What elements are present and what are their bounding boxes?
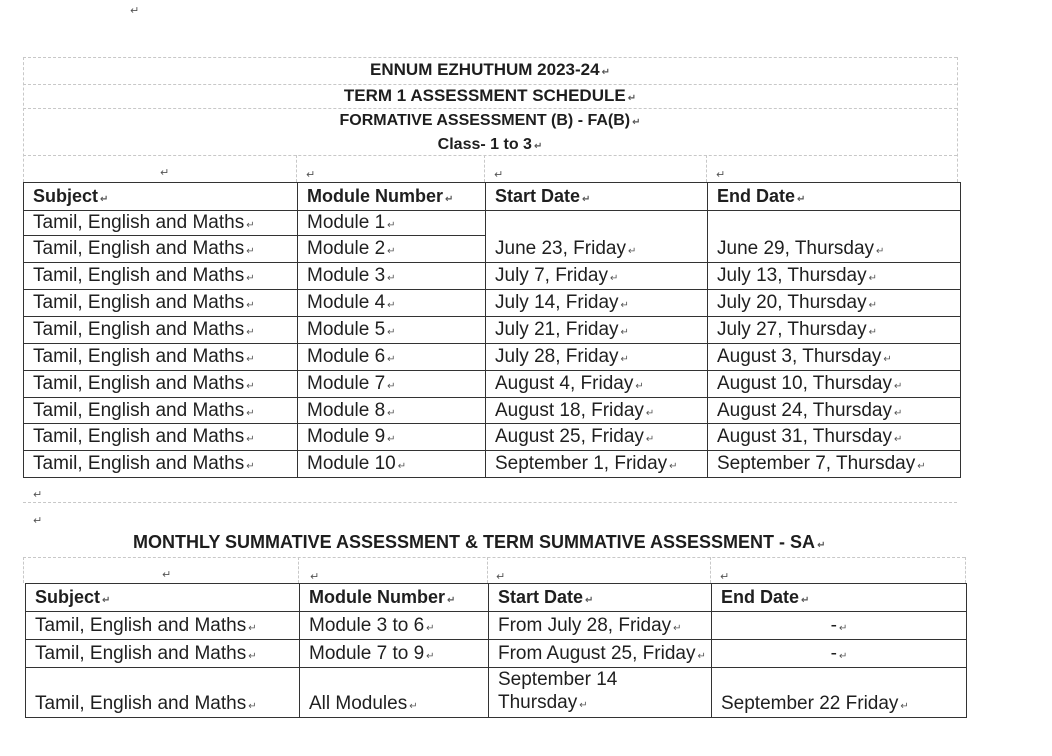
cell-subject: Tamil, English and Maths ↵ <box>24 236 298 263</box>
cell-start: July 7, Friday ↵ <box>486 263 708 290</box>
column-header-module: Module Number ↵ <box>298 183 486 211</box>
cell-end: August 10, Thursday ↵ <box>708 371 961 398</box>
start-line-2: Thursday ↵ <box>498 692 588 713</box>
cell-module: Module 8 ↵ <box>298 398 486 424</box>
table-header-row <box>24 183 961 211</box>
cell-start: From August 25, Friday ↵ <box>489 640 712 668</box>
column-header-subject: Subject ↵ <box>24 183 298 211</box>
guide-line <box>484 155 485 182</box>
guide-line <box>957 57 958 182</box>
paragraph-mark: ↵ <box>310 570 320 583</box>
header-line-2: TERM 1 ASSESSMENT SCHEDULE ↵ <box>343 86 637 105</box>
cell-module: Module 10 ↵ <box>298 451 486 478</box>
cell-module: Module 3 ↵ <box>298 263 486 290</box>
cell-end: July 20, Thursday ↵ <box>708 290 961 317</box>
header-line-3: FORMATIVE ASSESSMENT (B) - FA(B) ↵ <box>339 112 641 129</box>
cell-end: September 22 Friday ↵ <box>712 668 967 718</box>
table-row <box>26 640 967 668</box>
start-line-1: September 14 <box>498 669 618 690</box>
cell-end: July 27, Thursday ↵ <box>708 317 961 344</box>
cell-subject: Tamil, English and Maths ↵ <box>24 398 298 424</box>
paragraph-mark: ↵ <box>130 4 140 17</box>
column-header-end: End Date ↵ <box>708 183 961 211</box>
cell-start: From July 28, Friday ↵ <box>489 612 712 640</box>
cell-module: Module 5 ↵ <box>298 317 486 344</box>
cell-start: August 25, Friday ↵ <box>486 424 708 451</box>
table-row <box>24 290 961 317</box>
guide-line <box>23 557 24 583</box>
document-header <box>23 58 957 158</box>
table-row <box>24 344 961 371</box>
cell-subject: Tamil, English and Maths ↵ <box>24 317 298 344</box>
cell-subject: Tamil, English and Maths ↵ <box>24 451 298 478</box>
fa-schedule-table <box>23 182 961 478</box>
cell-start: June 23, Friday ↵ <box>486 236 708 263</box>
table-row <box>24 263 961 290</box>
cell-end: - ↵ <box>712 640 967 668</box>
table-row <box>24 371 961 398</box>
column-header-subject: Subject ↵ <box>26 584 300 612</box>
cell-end: August 31, Thursday ↵ <box>708 424 961 451</box>
cell-end: August 24, Thursday ↵ <box>708 398 961 424</box>
table-row <box>26 612 967 640</box>
cell-start: September 1, Friday ↵ <box>486 451 708 478</box>
guide-line <box>965 557 966 583</box>
cell-module: Module 4 ↵ <box>298 290 486 317</box>
column-header-start: Start Date ↵ <box>489 584 712 612</box>
cell-subject: Tamil, English and Maths ↵ <box>26 668 300 718</box>
guide-line <box>23 557 965 558</box>
cell-subject: Tamil, English and Maths ↵ <box>24 424 298 451</box>
guide-line <box>706 155 707 182</box>
table-row <box>24 398 961 424</box>
paragraph-mark: ↵ <box>720 570 730 583</box>
cell-end: June 29, Thursday ↵ <box>708 236 961 263</box>
cell-subject: Tamil, English and Maths ↵ <box>24 371 298 398</box>
cell-end: August 3, Thursday ↵ <box>708 344 961 371</box>
cell-subject: Tamil, English and Maths ↵ <box>24 290 298 317</box>
cell-module: Module 6 ↵ <box>298 344 486 371</box>
paragraph-mark: ↵ <box>33 514 43 527</box>
cell-module: Module 7 ↵ <box>298 371 486 398</box>
cell-subject: Tamil, English and Maths ↵ <box>24 263 298 290</box>
header-line-1: ENNUM EZHUTHUM 2023-24 ↵ <box>370 60 610 79</box>
column-header-module: Module Number ↵ <box>300 584 489 612</box>
cell-start: August 18, Friday ↵ <box>486 398 708 424</box>
table-header-row <box>26 584 967 612</box>
table-row <box>24 211 961 236</box>
cell-subject: Tamil, English and Maths ↵ <box>26 640 300 668</box>
cell-module: Module 7 to 9 ↵ <box>300 640 489 668</box>
guide-line <box>487 557 488 583</box>
cell-subject: Tamil, English and Maths ↵ <box>26 612 300 640</box>
cell-module: Module 9 ↵ <box>298 424 486 451</box>
paragraph-mark: ↵ <box>306 168 316 181</box>
guide-line <box>23 502 957 503</box>
cell-subject: Tamil, English and Maths ↵ <box>24 344 298 371</box>
table-row <box>24 236 961 263</box>
cell-module: Module 2 ↵ <box>298 236 486 263</box>
guide-line <box>710 557 711 583</box>
column-header-start: Start Date ↵ <box>486 183 708 211</box>
header-line-4: Class- 1 to 3 ↵ <box>437 136 543 153</box>
cell-end: - ↵ <box>712 612 967 640</box>
cell-end: July 13, Thursday ↵ <box>708 263 961 290</box>
cell-subject: Tamil, English and Maths ↵ <box>24 211 298 236</box>
paragraph-mark: ↵ <box>33 488 43 501</box>
table-row <box>26 668 967 718</box>
table-row <box>24 451 961 478</box>
cell-start: July 28, Friday ↵ <box>486 344 708 371</box>
cell-start <box>489 668 712 718</box>
cell-module: All Modules ↵ <box>300 668 489 718</box>
paragraph-mark: ↵ <box>494 168 504 181</box>
guide-line <box>298 557 299 583</box>
paragraph-mark: ↵ <box>716 168 726 181</box>
paragraph-mark: ↵ <box>496 570 506 583</box>
cell-module: Module 3 to 6 ↵ <box>300 612 489 640</box>
cell-start: July 21, Friday ↵ <box>486 317 708 344</box>
cell-start: July 14, Friday ↵ <box>486 290 708 317</box>
guide-line <box>296 155 297 182</box>
sa-section-title: MONTHLY SUMMATIVE ASSESSMENT & TERM SUMMATIVE ASSESSMENT - SA ↵ <box>133 532 826 552</box>
cell-start-empty <box>486 211 708 236</box>
column-header-end: End Date ↵ <box>712 584 967 612</box>
cell-end-empty <box>708 211 961 236</box>
cell-end: September 7, Thursday ↵ <box>708 451 961 478</box>
paragraph-mark: ↵ <box>160 166 170 179</box>
table-row <box>24 424 961 451</box>
cell-start: August 4, Friday ↵ <box>486 371 708 398</box>
table-row <box>24 317 961 344</box>
sa-schedule-table <box>25 583 967 718</box>
cell-module: Module 1 ↵ <box>298 211 486 236</box>
paragraph-mark: ↵ <box>162 568 172 581</box>
